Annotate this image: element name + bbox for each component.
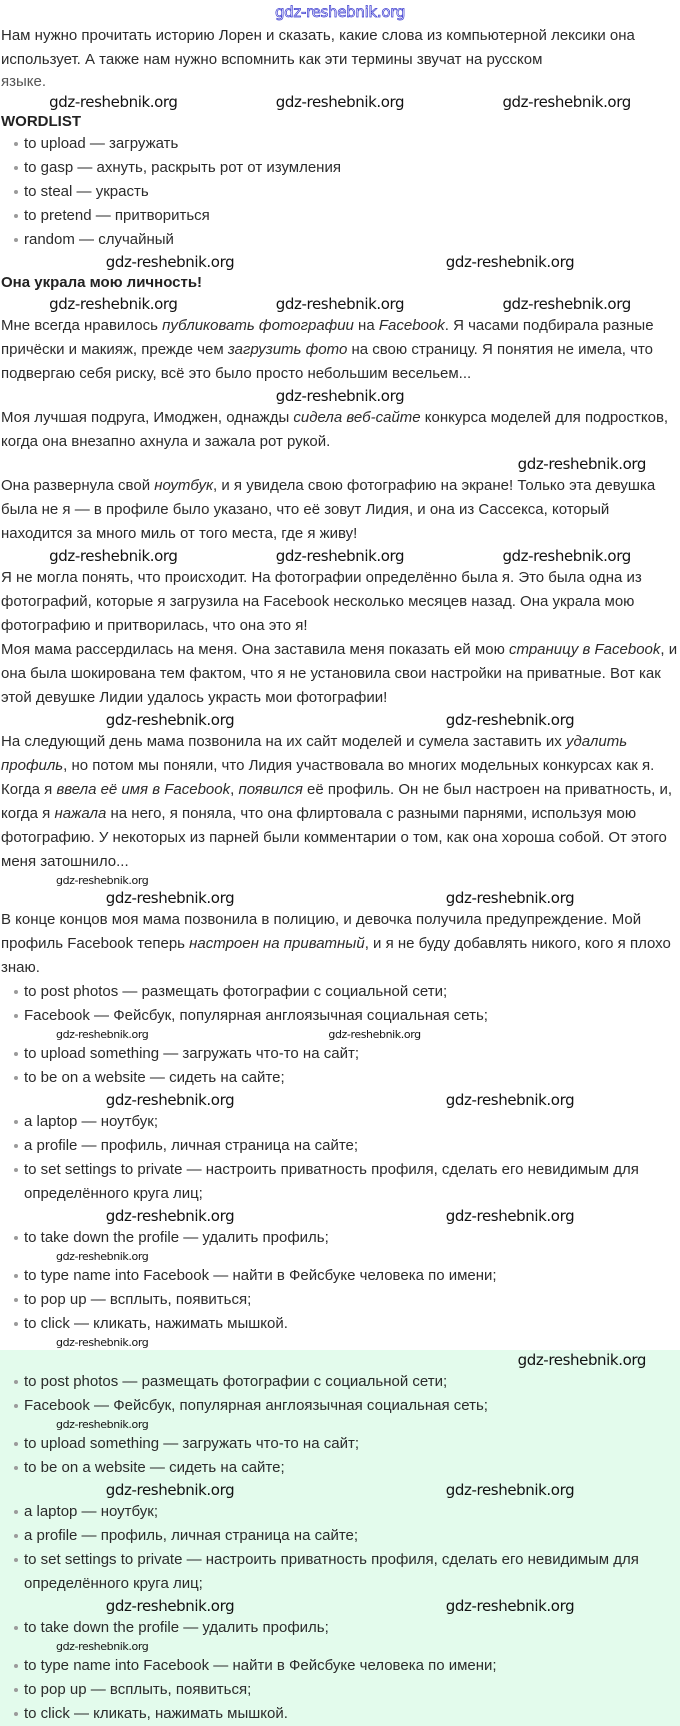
watermark-row xyxy=(0,92,680,112)
watermark: gdz-reshebnik.org xyxy=(502,295,631,313)
watermark: gdz-reshebnik.org xyxy=(56,1028,149,1041)
watermark: gdz-reshebnik.org xyxy=(445,889,575,907)
story-paragraph xyxy=(0,908,680,980)
text-run: её профиль. Он не был настроен на приватность, и, когда я xyxy=(1,781,673,822)
highlighted-term-item: to click — кликать, нажимать мышкой. xyxy=(14,1702,680,1726)
highlighted-term-item: to take down the profile — удалить профиль; xyxy=(14,1616,680,1640)
text-run: , xyxy=(230,781,239,798)
watermark: gdz-reshebnik.org xyxy=(445,711,575,729)
term-item: to be on a website — сидеть на сайте; xyxy=(14,1066,680,1090)
text-run: , но потом мы поняли, что Лидия участвовала во многих модельных конкурсах как я. Когда я xyxy=(1,757,655,798)
watermark-row xyxy=(0,454,680,474)
watermark: gdz-reshebnik.org xyxy=(105,253,235,271)
highlighted-terms-list xyxy=(0,1370,680,1418)
terms-list-cont xyxy=(0,1264,680,1336)
watermark: gdz-reshebnik.org xyxy=(275,295,405,313)
watermark: gdz-reshebnik.org xyxy=(445,1597,575,1615)
watermark: gdz-reshebnik.org xyxy=(105,1481,235,1499)
intro-paragraph xyxy=(0,24,680,92)
emphasized-term: нажала xyxy=(54,805,107,822)
term-item: to type name into Facebook — найти в Фейсбуке человека по имени; xyxy=(14,1264,680,1288)
text-run: , и я увидела свою фотографию на экране! Только эта девушка была не я — в профиле было указано, что её зовут Лидия, и она из Сассекса, который находится за много миль от того места, где я живу! xyxy=(1,477,656,542)
terms-list-cont xyxy=(0,1110,680,1206)
wordlist-item: to upload — загружать xyxy=(14,132,680,156)
intro-text: Нам нужно прочитать историю Лорен и сказать, какие слова из компьютерной лексики она использует. А также нам нужно вспомнить как эти термины звучат на русском xyxy=(1,27,635,68)
term-item: to pop up — всплыть, появиться; xyxy=(14,1288,680,1312)
terms-list-cont xyxy=(0,1042,680,1090)
watermark-row xyxy=(0,1418,680,1432)
highlighted-terms-list-cont xyxy=(0,1654,680,1726)
emphasized-term: ввела её имя в Facebook xyxy=(56,781,231,798)
emphasized-term: настроен на приватный xyxy=(189,935,365,952)
emphasized-term: удалить профиль xyxy=(1,733,628,774)
term-item: to set settings to private — настроить приватность профиля, сделать его невидимым для определённого круга лиц; xyxy=(14,1158,680,1206)
watermark: gdz-reshebnik.org xyxy=(49,93,178,111)
text-run: Я не могла понять, что происходит. На фотографии определённо была я. Это была одна из фотографий, которые я загрузила на Facebook несколько месяцев назад. Она украла мою фотографию и притворилась, что она это я! xyxy=(1,569,642,634)
wordlist xyxy=(0,132,680,252)
watermark-row xyxy=(0,1090,680,1110)
story-paragraph xyxy=(0,406,680,454)
text-run: На следующий день мама позвонила на их сайт моделей и сумела заставить их xyxy=(1,733,566,750)
watermark: gdz-reshebnik.org xyxy=(56,1640,149,1653)
watermark: gdz-reshebnik.org xyxy=(105,1597,235,1615)
text-run: , и она была шокирована тем фактом, что я не установила свои настройки на приватные. Вот как этой девушке Лидии удалось украсть мои фотографии! xyxy=(1,641,678,706)
highlighted-term-item: to post photos — размещать фотографии с социальной сети; xyxy=(14,1370,680,1394)
watermark-row xyxy=(0,1350,680,1370)
emphasized-term: страницу в Facebook xyxy=(509,641,661,658)
emphasized-term: ноутбук xyxy=(154,477,214,494)
watermark: gdz-reshebnik.org xyxy=(105,1091,235,1109)
watermark: gdz-reshebnik.org xyxy=(56,1250,149,1263)
watermark-row xyxy=(0,874,680,888)
watermark: gdz-reshebnik.org xyxy=(56,1418,149,1431)
watermark: gdz-reshebnik.org xyxy=(517,455,646,473)
text-run: Моя мама рассердилась на меня. Она заставила меня показать ей мою xyxy=(1,641,509,658)
highlighted-term-item: to set settings to private — настроить приватность профиля, сделать его невидимым для определённого круга лиц; xyxy=(14,1548,680,1596)
watermark: gdz-reshebnik.org xyxy=(445,1091,575,1109)
watermark: gdz-reshebnik.org xyxy=(502,93,631,111)
text-run: на xyxy=(353,317,379,334)
text-run: . Я часами подбирала разные причёски и макияж, прежде чем xyxy=(1,317,654,358)
highlighted-term-item: Facebook — Фейсбук, популярная англоязычная социальная сеть; xyxy=(14,1394,680,1418)
highlighted-term-item: to be on a website — сидеть на сайте; xyxy=(14,1456,680,1480)
text-run: конкурса моделей для подростков, когда она внезапно ахнула и зажала рот рукой. xyxy=(1,409,669,450)
watermark-row xyxy=(0,294,680,314)
text-run: Она развернула свой xyxy=(1,477,155,494)
highlighted-term-item: to pop up — всплыть, появиться; xyxy=(14,1678,680,1702)
text-run: В конце концов моя мама позвонила в полицию, и девочка получила предупреждение. Мой профиль Facebook теперь xyxy=(1,911,642,952)
highlighted-term-item: to upload something — загружать что-то на сайт; xyxy=(14,1432,680,1456)
watermark: gdz-reshebnik.org xyxy=(517,1351,646,1369)
watermark: gdz-reshebnik.org xyxy=(275,547,405,565)
term-item: a laptop — ноутбук; xyxy=(14,1110,680,1134)
watermark-row xyxy=(0,710,680,730)
terms-list-cont xyxy=(0,1226,680,1250)
highlighted-terms-list-cont xyxy=(0,1500,680,1596)
watermark: gdz-reshebnik.org xyxy=(105,889,235,907)
watermark-row xyxy=(0,1336,680,1350)
terms-list xyxy=(0,980,680,1028)
story-paragraph xyxy=(0,730,680,874)
wordlist-item: random — случайный xyxy=(14,228,680,252)
term-item: to post photos — размещать фотографии с социальной сети; xyxy=(14,980,680,1004)
watermark: gdz-reshebnik.org xyxy=(502,547,631,565)
wordlist-heading: WORDLIST xyxy=(1,113,81,130)
watermark: gdz-reshebnik.org xyxy=(56,874,149,887)
text-run: Мне всегда нравилось xyxy=(1,317,163,334)
text-run: на свою страницу. Я понятия не имела, что подвергаю себя риску, всё это было просто небольшим весельем... xyxy=(1,341,653,382)
watermark-row xyxy=(0,546,680,566)
term-item: to upload something — загружать что-то на сайт; xyxy=(14,1042,680,1066)
watermark: gdz-reshebnik.org xyxy=(105,1207,235,1225)
highlighted-term-item: a profile — профиль, личная страница на сайте; xyxy=(14,1524,680,1548)
story-paragraph xyxy=(0,566,680,638)
term-item: Facebook — Фейсбук, популярная англоязычная социальная сеть; xyxy=(14,1004,680,1028)
story-paragraph xyxy=(0,638,680,710)
watermark-row xyxy=(0,1028,680,1042)
text-run: на него, я поняла, что она флиртовала с разными парнями, используя мою фотографию. У некоторых из парней были комментарии о том, как она хороша собой. От этого меня затошнило... xyxy=(1,805,667,870)
term-item: a profile — профиль, личная страница на сайте; xyxy=(14,1134,680,1158)
answer-highlight xyxy=(0,1350,680,1726)
watermark: gdz-reshebnik.org xyxy=(49,547,178,565)
term-item: to click — кликать, нажимать мышкой. xyxy=(14,1312,680,1336)
emphasized-term: сидела веб-сайте xyxy=(293,409,421,426)
wordlist-item: to pretend — притвориться xyxy=(14,204,680,228)
intro-cut-word: языке. xyxy=(1,73,47,90)
watermark: gdz-reshebnik.org xyxy=(445,253,575,271)
watermark-row xyxy=(0,1596,680,1616)
emphasized-term: загрузить фото xyxy=(227,341,348,358)
watermark-row xyxy=(0,1480,680,1500)
watermark: gdz-reshebnik.org xyxy=(56,1336,149,1349)
watermark: gdz-reshebnik.org xyxy=(445,1207,575,1225)
watermark: gdz-reshebnik.org xyxy=(275,387,405,405)
emphasized-term: публиковать фотографии xyxy=(162,317,354,334)
watermark: gdz-reshebnik.org xyxy=(328,1028,421,1041)
watermark: gdz-reshebnik.org xyxy=(105,711,235,729)
term-item: to take down the profile — удалить профиль; xyxy=(14,1226,680,1250)
watermark: gdz-reshebnik.org xyxy=(275,93,405,111)
top-watermark: gdz-reshebnik.org xyxy=(274,3,406,21)
highlighted-terms-list-cont xyxy=(0,1616,680,1640)
wordlist-item: to steal — украсть xyxy=(14,180,680,204)
highlighted-term-item: a laptop — ноутбук; xyxy=(14,1500,680,1524)
wordlist-item: to gasp — ахнуть, раскрыть рот от изумления xyxy=(14,156,680,180)
watermark-row xyxy=(0,1206,680,1226)
story-title: Она украла мою личность! xyxy=(1,274,203,291)
text-run: , и я не буду добавлять никого, кого я плохо знаю. xyxy=(1,935,671,976)
watermark: gdz-reshebnik.org xyxy=(49,295,178,313)
story-paragraph xyxy=(0,314,680,386)
watermark-row xyxy=(0,252,680,272)
watermark: gdz-reshebnik.org xyxy=(445,1481,575,1499)
highlighted-terms-list-cont xyxy=(0,1432,680,1480)
text-run: Моя лучшая подруга, Имоджен, однажды xyxy=(1,409,294,426)
highlighted-term-item: to type name into Facebook — найти в Фейсбуке человека по имени; xyxy=(14,1654,680,1678)
watermark-row xyxy=(0,1250,680,1264)
watermark-row xyxy=(0,1640,680,1654)
watermark-row xyxy=(0,888,680,908)
emphasized-term: появился xyxy=(238,781,303,798)
emphasized-term: Facebook xyxy=(378,317,445,334)
watermark-row xyxy=(0,386,680,406)
story-paragraph xyxy=(0,474,680,546)
